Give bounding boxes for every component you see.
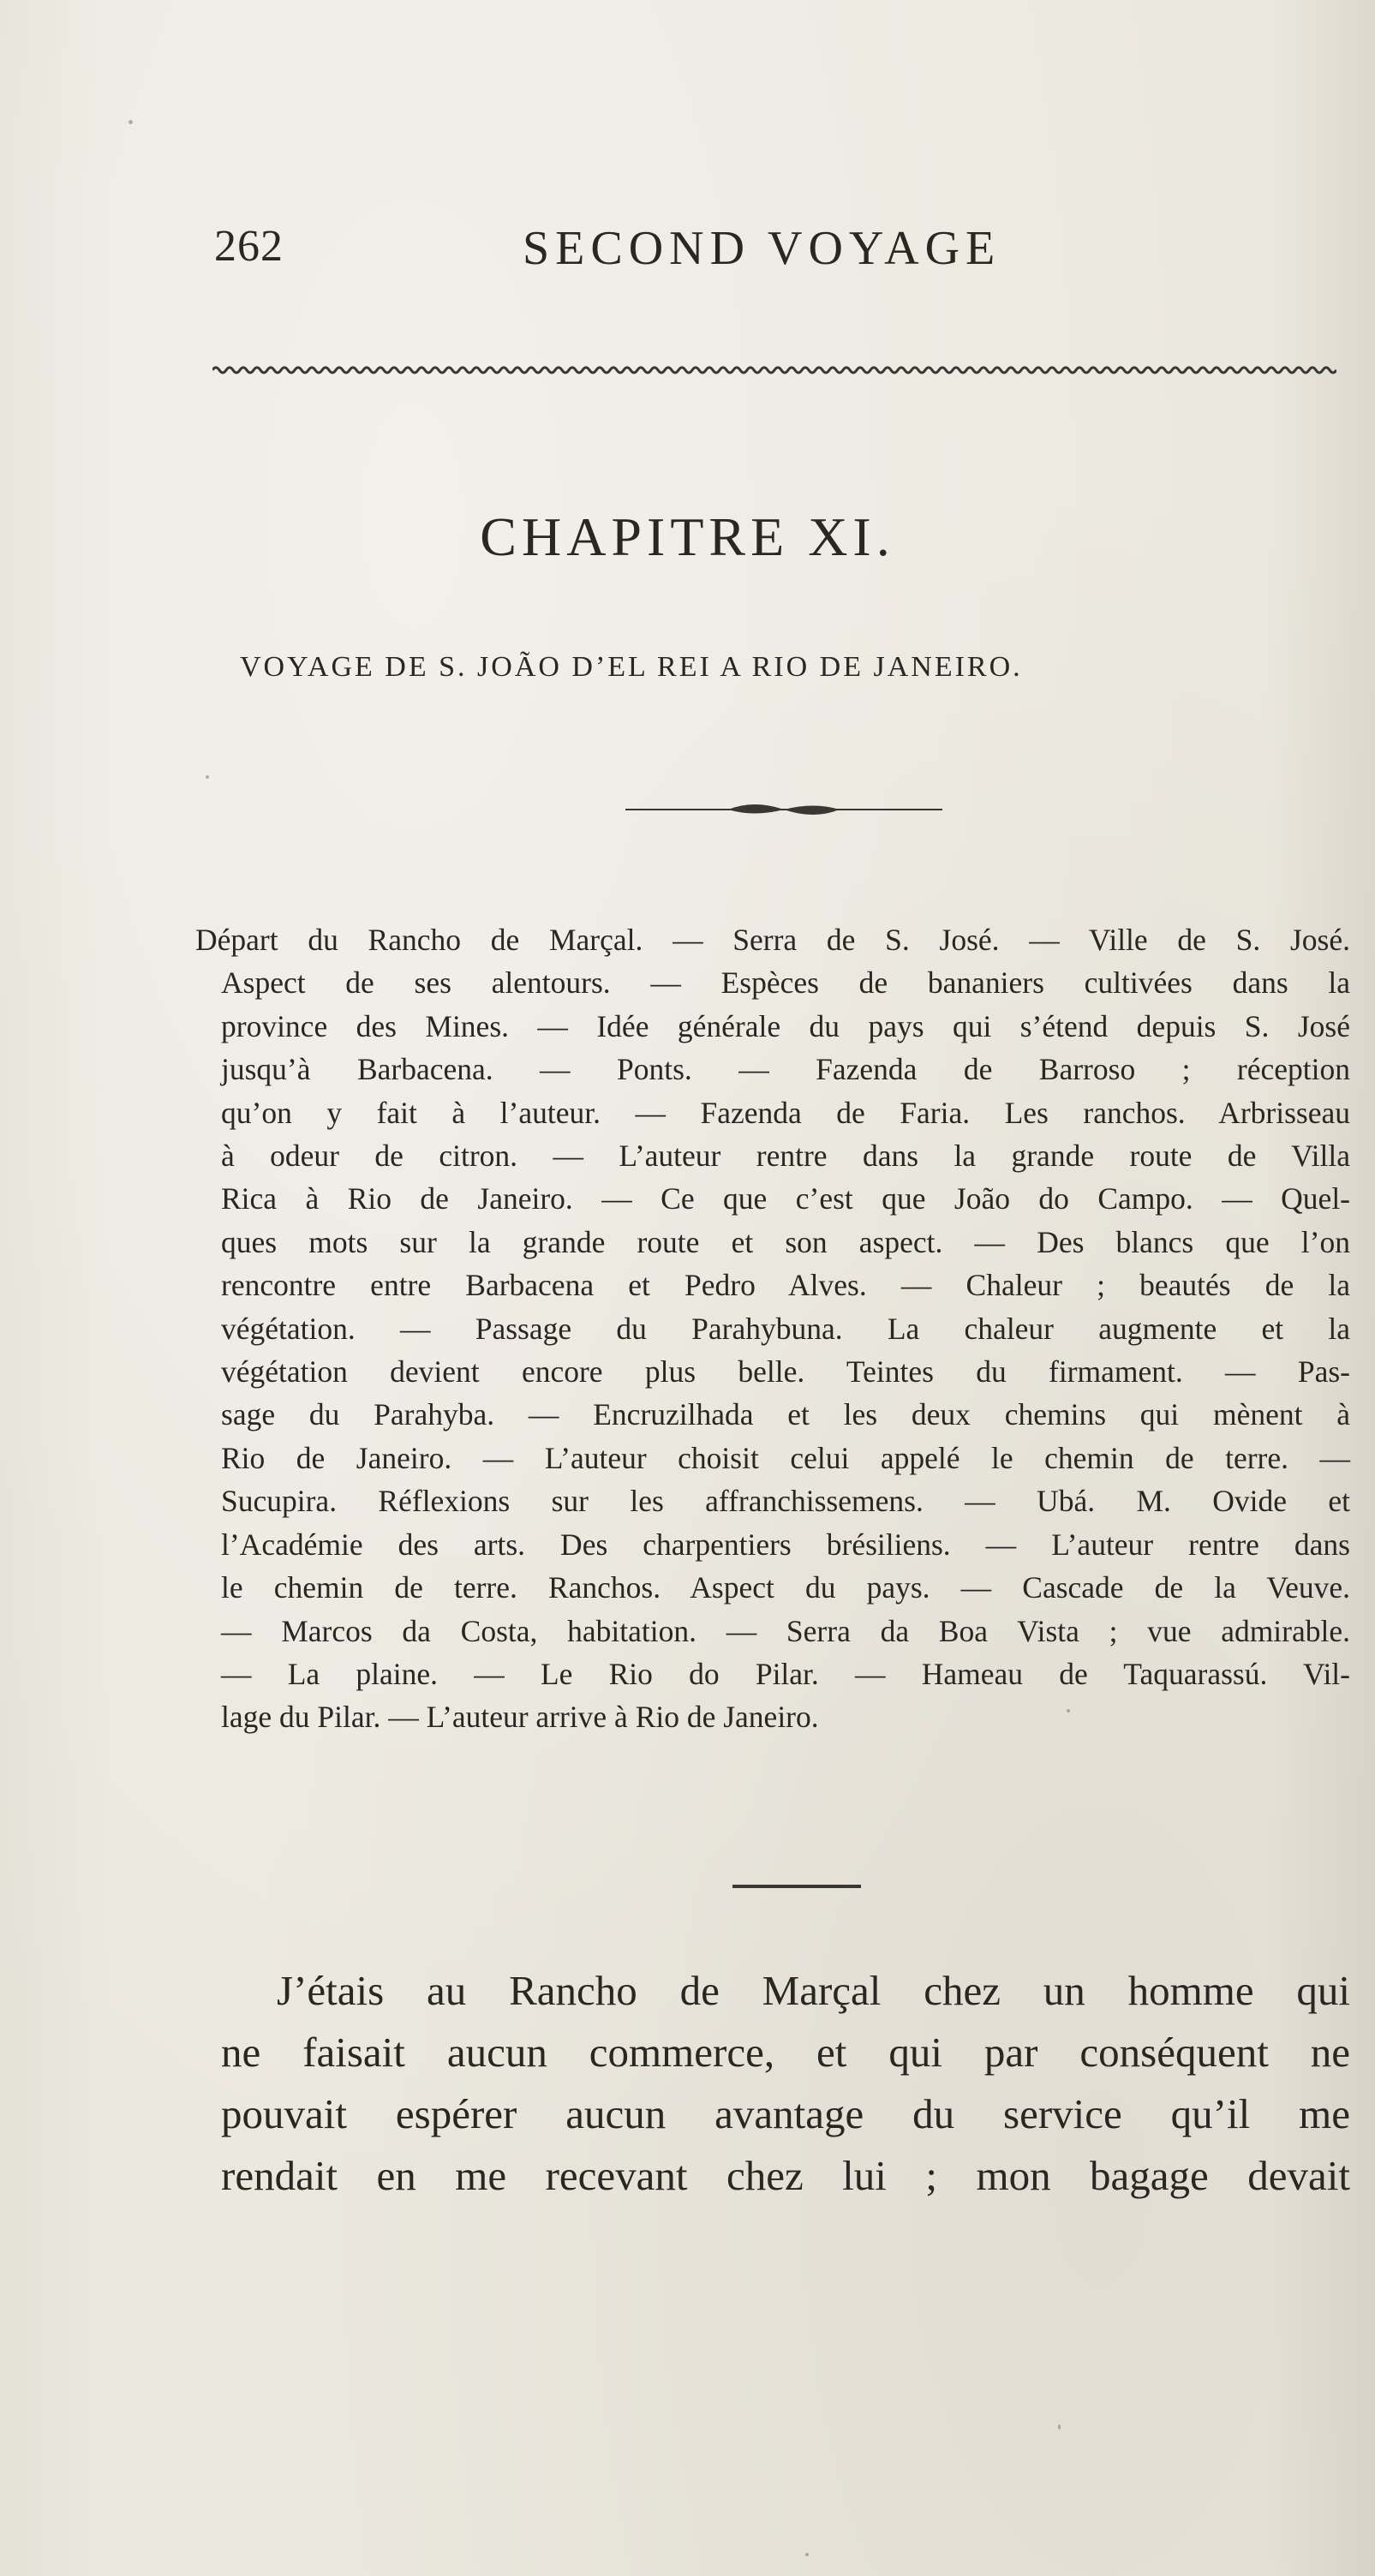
ornamental-rule	[212, 364, 1336, 376]
paper-speck	[1067, 1709, 1070, 1712]
summary-line: jusqu’à Barbacena. — Ponts. — Fazenda de Barroso ; réception	[221, 1052, 1350, 1087]
summary-line: province des Mines. — Idée générale du pays qui s’étend depuis S. José	[221, 1008, 1350, 1043]
summary-line: Départ du Rancho de Marçal. — Serra de S. José. — Ville de S. José.	[195, 923, 1350, 957]
summary-line: végétation devient encore plus belle. Teintes du firmament. — Pas-	[221, 1354, 1350, 1390]
paper-speck	[129, 120, 133, 124]
running-head: SECOND VOYAGE	[523, 222, 1001, 275]
summary-line: Rica à Rio de Janeiro. — Ce que c’est que João do Campo. — Quel-	[221, 1181, 1350, 1216]
page-header	[214, 221, 1336, 281]
chapter-subtitle: VOYAGE DE S. JOÃO D’EL REI A RIO DE JANEIRO.	[240, 651, 1023, 683]
body-line: pouvait espérer aucun avantage du service qu’il me	[221, 2090, 1350, 2137]
body-line: J’étais au Rancho de Marçal chez un homme qui	[277, 1967, 1350, 2014]
summary-line: lage du Pilar. — L’auteur arrive à Rio de Janeiro.	[221, 1700, 819, 1735]
paper-speck	[805, 2553, 809, 2556]
paper-speck	[1058, 2424, 1061, 2430]
summary-line: le chemin de terre. Ranchos. Aspect du pays. — Cascade de la Veuve.	[221, 1570, 1350, 1605]
summary-line: Rio de Janeiro. — L’auteur choisit celui appelé le chemin de terre. —	[221, 1440, 1350, 1475]
summary-line: qu’on y fait à l’auteur. — Fazenda de Faria. Les ranchos. Arbrisseau	[221, 1095, 1350, 1130]
summary-line: ques mots sur la grande route et son aspect. — Des blancs que l’on	[221, 1224, 1350, 1259]
summary-line: Sucupira. Réflexions sur les affranchissemens. — Ubá. M. Ovide et	[221, 1484, 1350, 1519]
body-paragraph	[221, 1960, 1350, 2207]
summary-line: — La plaine. — Le Rio do Pilar. — Hameau de Taquarassú. Vil-	[221, 1656, 1350, 1691]
flourish-divider	[625, 797, 942, 822]
summary-line: rencontre entre Barbacena et Pedro Alves. — Chaleur ; beautés de la	[221, 1268, 1350, 1303]
summary-line: végétation. — Passage du Parahybuna. La chaleur augmente et la	[221, 1311, 1350, 1346]
paper-speck	[206, 775, 209, 779]
body-line: ne faisait aucun commerce, et qui par conséquent ne	[221, 2029, 1350, 2076]
summary-line: à odeur de citron. — L’auteur rentre dans la grande route de Villa	[221, 1139, 1350, 1174]
summary-line: — Marcos da Costa, habitation. — Serra da Boa Vista ; vue admirable.	[221, 1613, 1350, 1648]
chapter-title: CHAPITRE XI.	[480, 506, 895, 567]
body-line: rendait en me recevant chez lui ; mon bagage devait	[221, 2152, 1350, 2199]
section-rule	[732, 1885, 861, 1888]
summary-line: sage du Parahyba. — Encruzilhada et les deux chemins qui mènent à	[221, 1397, 1350, 1432]
summary-line: l’Académie des arts. Des charpentiers brésiliens. — L’auteur rentre dans	[221, 1527, 1350, 1562]
chapter-summary	[195, 918, 1350, 1739]
summary-line: Aspect de ses alentours. — Espèces de bananiers cultivées dans la	[221, 965, 1350, 1001]
page-number: 262	[214, 222, 284, 271]
